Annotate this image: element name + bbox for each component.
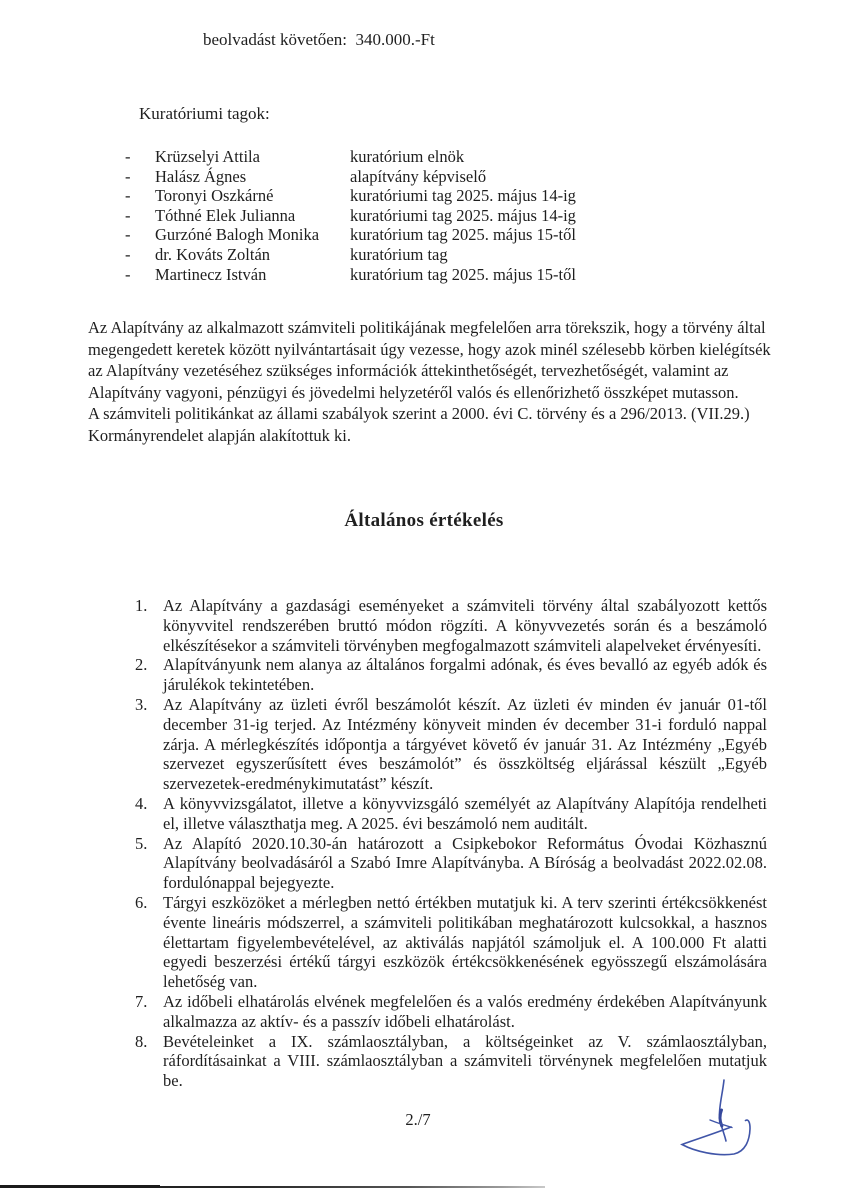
item-number: 8. xyxy=(135,1031,148,1051)
list-dash: - xyxy=(125,205,131,225)
item-text: Az Alapító 2020.10.30-án határozott a Csipkebokor Református Óvodai Közhasznú Alapítvány beolvadásáról a Szabó Imre Alapítványba. A Bíróság a beolvadást 2022.02.08. fordulónappal bejegyezte. xyxy=(163,833,767,893)
member-name: dr. Kováts Zoltán xyxy=(155,244,271,264)
evaluation-item xyxy=(135,834,767,893)
evaluation-item xyxy=(135,794,767,834)
general-evaluation-list xyxy=(135,596,767,1091)
member-name: Krüzselyi Attila xyxy=(155,147,260,166)
member-name: Halász Ágnes xyxy=(155,166,247,186)
member-name: Martinecz István xyxy=(155,264,267,284)
evaluation-item xyxy=(135,992,767,1032)
list-dash: - xyxy=(125,166,131,186)
board-member-row xyxy=(125,265,576,285)
accounting-policy-paragraph: Az Alapítvány az alkalmazott számviteli politikájának megfelelően arra törekszik, hogy a törvény által megengedett keretek között nyilvántartásait úgy vezesse, hogy azok minél szélesebb körben kielégítsék az Alapítvány vezetéséhez szükséges információk áttekinthetőségét, tervezhetőségét, valamint az Alapítvány vagyoni, pénzügyi és jövedelmi helyzetéről valós és ellenőrizhető összképet mutasson. xyxy=(88,318,771,402)
accounting-policy-legal-basis: A számviteli politikánkat az állami szabályok szerint a 2000. évi C. törvény és a 296/2013. (VII.29.) Kormányrendelet alapján alakítottuk ki. xyxy=(88,404,750,445)
list-dash: - xyxy=(125,264,131,284)
board-member-row xyxy=(125,186,576,206)
handwritten-signature xyxy=(650,1066,770,1176)
list-dash: - xyxy=(125,244,131,264)
member-role: kuratórium elnök xyxy=(350,147,465,166)
item-text: Az Alapítvány az üzleti évről beszámolót készít. Az üzleti év minden év január 01-től december 31-ig terjed. Az Intézmény könyveit minden év december 31-i forduló nappal zárja. A mérlegkészítés időpontja a tárgyévet követő év január 31. Az Intézmény „Egyéb szervezet egyszerűsített éves beszámolót” és összköltség eljárással készült „Egyéb szervezetek-eredménykimutatást” készít. xyxy=(163,694,767,794)
section-heading: Általános értékelés xyxy=(344,510,504,531)
member-role: kuratórium tag 2025. május 15-től xyxy=(350,264,576,284)
member-name: Tóthné Elek Julianna xyxy=(155,205,296,225)
item-text: Az időbeli elhatárolás elvének megfelelően és a valós eredmény érdekében Alapítványunk alkalmazza az aktív- és a passzív időbeli elhatárolást. xyxy=(163,991,767,1031)
member-role: kuratóriumi tag 2025. május 14-ig xyxy=(350,205,576,225)
item-number: 6. xyxy=(135,892,148,912)
board-member-row xyxy=(125,147,576,167)
member-name: Gurzóné Balogh Monika xyxy=(155,225,320,245)
page-number: 2./7 xyxy=(405,1110,431,1129)
item-number: 3. xyxy=(135,694,148,714)
list-dash: - xyxy=(125,225,131,245)
member-role: kuratórium tag 2025. május 15-től xyxy=(350,225,576,245)
list-dash: - xyxy=(125,186,131,206)
evaluation-item xyxy=(135,893,767,992)
accounting-policy-section xyxy=(88,317,780,447)
item-text: A könyvvizsgálatot, illetve a könyvvizsgáló személyét az Alapítvány Alapítója rendelheti el, illetve választhatja meg. A 2025. évi beszámoló nem auditált. xyxy=(163,793,767,833)
item-text: Bevételeinket a IX. számlaosztályban, a költségeinket az V. számlaosztályban, ráfordításainkat a VIII. számlaosztályban a számviteli törvénynek megfelelően mutatjuk be. xyxy=(163,1031,767,1091)
item-number: 5. xyxy=(135,833,148,853)
evaluation-item xyxy=(135,655,767,695)
scan-edge-artifact-dark xyxy=(0,1185,160,1188)
member-role: kuratórium tag xyxy=(350,244,448,264)
member-role: kuratóriumi tag 2025. május 14-ig xyxy=(350,186,576,206)
member-role: alapítvány képviselő xyxy=(350,166,487,186)
item-number: 1. xyxy=(135,596,148,615)
item-number: 2. xyxy=(135,655,148,675)
item-number: 7. xyxy=(135,991,148,1011)
member-name: Toronyi Oszkárné xyxy=(155,186,274,206)
evaluation-item xyxy=(135,596,767,655)
board-member-row xyxy=(125,206,576,226)
item-text: Alapítványunk nem alanya az általános forgalmi adónak, és éves bevalló az egyéb adók és járulékok tekintetében. xyxy=(163,655,767,695)
board-member-row xyxy=(125,245,576,265)
item-text: Tárgyi eszközöket a mérlegben nettó értékben mutatjuk ki. A terv szerinti értékcsökkenést évente lineáris módszerrel, a számviteli politikában meghatározott kulcsokkal, a hasznos élettartam figyelembevételével, az aktiválás napjától számoljuk el. A 100.000 Ft alatti egyedi beszerzési értékű tárgyi eszközök értékcsökkenésének egyösszegű elszámolására lehetőség van. xyxy=(163,892,767,992)
board-members-list xyxy=(125,147,576,284)
evaluation-item xyxy=(135,695,767,794)
item-text: Az Alapítvány a gazdasági eseményeket a számviteli törvény által szabályozott kettős könyvvitel rendszerében bruttó módon rögzíti. A könyvvezetés során és a beszámoló elkészítésekor a számviteli törvényben megfogalmazott számviteli alapelveket érvényesíti. xyxy=(163,596,767,655)
board-members-heading: Kuratóriumi tagok: xyxy=(139,104,270,123)
board-member-row xyxy=(125,225,576,245)
item-number: 4. xyxy=(135,793,148,813)
list-dash: - xyxy=(125,147,131,166)
carryover-amount-line: beolvadást követően: 340.000.-Ft xyxy=(203,30,435,49)
board-member-row xyxy=(125,167,576,187)
